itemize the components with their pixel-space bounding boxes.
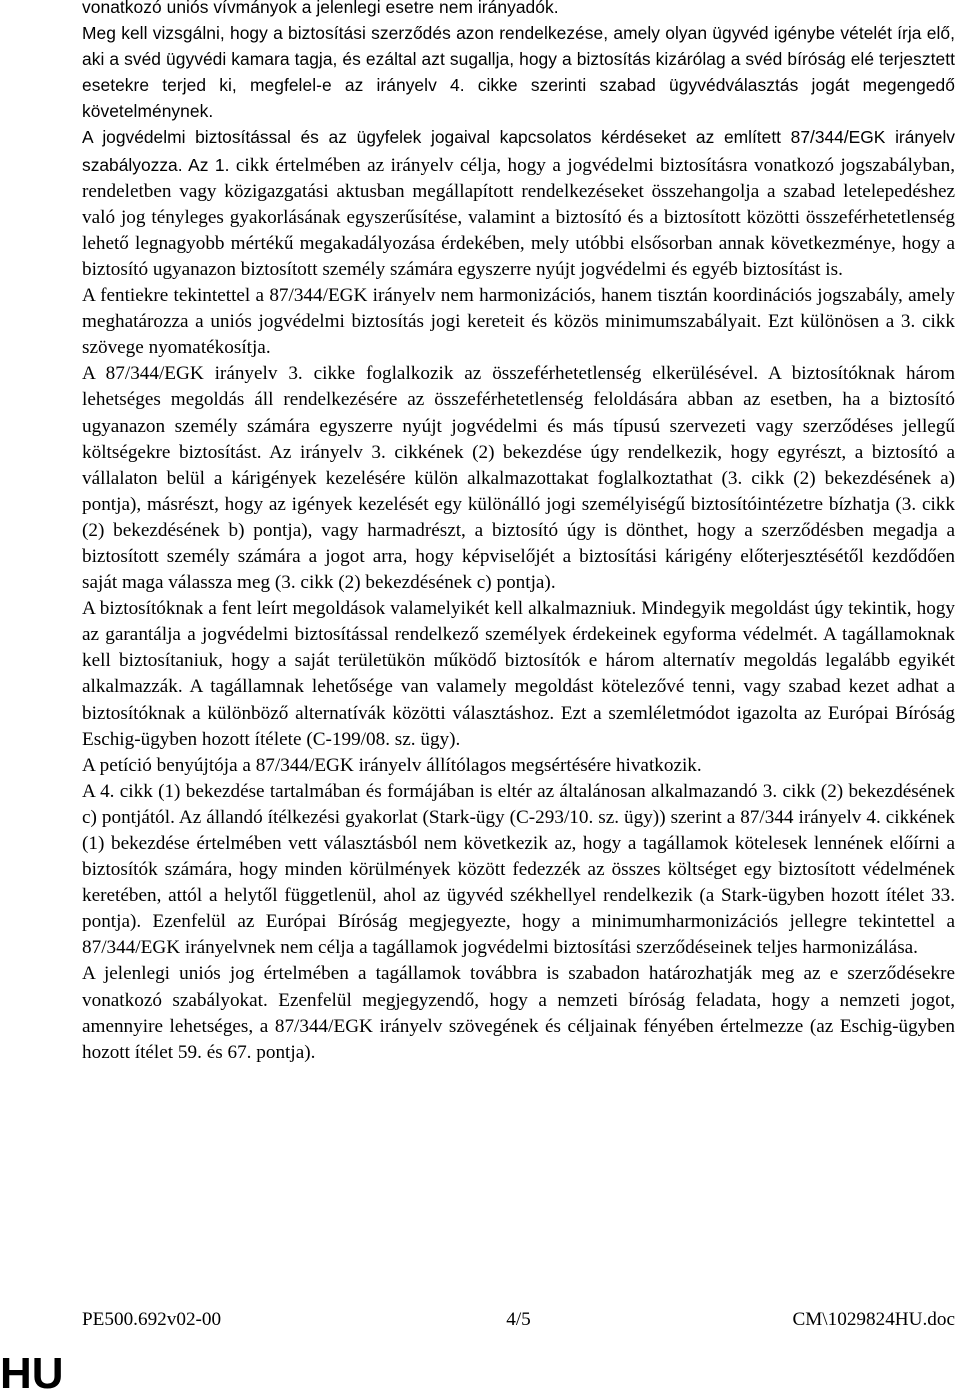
body-text [82,0,955,1066]
paragraph-5: A 87/344/EGK irányelv 3. cikke foglalkozik az összeférhetetlenség elkerülésével. A biztosítóknak három lehetséges megoldás áll rendelkezésére az összeférhetetlenség feloldására abban az esetben, ha a biztosító ugyanazon személy számára egyszerre nyújt jogvédelmi és más típusú szervezeti vagy szerződéses jellegű költségekre biztosítást. Az irányelv 3. cikkének (2) bekezdése úgy rendelkezik, hogy egyrészt, a biztosító a vállalaton belül a kárigények kezelésére külön alkalmazottakat foglalkoztathat (3. cikk (2) bekezdésének a) pontja), másrészt, hogy az igények kezelését egy különálló jogi személyiségű biztosítóintézetre bízhatja (3. cikk (2) bekezdésének b) pontja), vagy harmadrészt, a biztosító úgy is dönthet, hogy a szerződésben megadja a biztosított személy számára a jogot arra, hogy képviselőjét a biztosítási kárigény előterjesztésétől kezdődően saját maga válassza meg (3. cikk (2) bekezdésének c) pontja). [82,363,955,594]
paragraph-1: vonatkozó uniós vívmányok a jelenlegi esetre nem irányadók. [82,0,559,17]
footer-document-name: CM\1029824HU.doc [792,1309,955,1330]
footer-page-number: 4/5 [506,1309,531,1330]
page-footer [82,1307,955,1333]
paragraph-3-serif-part: cikk értelmében az irányelv célja, hogy a jogvédelmi biztosításra vonatkozó jogszabályban, rendeletben vagy közigazgatási aktusban megállapított rendelkezéseket összehangolja a szabad letelepedéshez való jog tényleges gyakorlásának egyszerűsítése, valamint a biztosító és a biztosított közötti összeférhetetlenség lehető legnagyobb mértékű megakadályozása érdekében, mely utóbbi elsősorban annak következménye, hogy a biztosító ugyanazon biztosított személy számára egyszerre nyújt jogvédelmi és egyéb biztosítást is. [82,154,955,280]
paragraph-2: Meg kell vizsgálni, hogy a biztosítási szerződés azon rendelkezése, amely olyan ügyvéd igénybe vételét írja elő, aki a svéd ügyvédi kamara tagja, és ezáltal azt sugallja, hogy a biztosítás kizárólag a svéd bíróság elé terjesztett esetekre terjed ki, megfelel-e az irányelv 4. cikke szerinti szabad ügyvédválasztás jogát megengedő követelménynek. [82,23,955,122]
paragraph-9: A jelenlegi uniós jog értelmében a tagállamok továbbra is szabadon határozhatják meg az e szerződésekre vonatkozó szabályokat. Ezenfelül megjegyzendő, hogy a nemzeti bíróság feladata, hogy a nemzeti jogot, amennyire lehetséges, a 87/344/EGK irányelv szövegének és céljainak fényében értelmezze (az Eschig-ügyben hozott ítélet 59. és 67. pontja). [82,963,955,1063]
language-code: HU [0,1349,64,1398]
paragraph-6: A biztosítóknak a fent leírt megoldások valamelyikét kell alkalmazniuk. Mindegyik megoldást úgy tekintik, hogy az garantálja a jogvédelmi biztosítással rendelkező személyek érdekeinek egyforma védelmét. A tagállamoknak kell biztosítaniuk, hogy a saját területükön működő biztosítók e három alternatív megoldás legalább egyikét alkalmazzák. A tagállamnak lehetősége van valamely megoldást kötelezővé tenni, vagy szabad kezet adhat a biztosítóknak a különböző alternatívák közötti választáshoz. Ezt a szemléletmódot igazolta az Európai Bíróság Eschig-ügyben hozott ítélete (C-199/08. sz. ügy). [82,598,955,750]
paragraph-3 [82,124,955,283]
paragraph-7: A petíció benyújtója a 87/344/EGK irányelv állítólagos megsértésére hivatkozik. [82,754,702,776]
paragraph-4: A fentiekre tekintettel a 87/344/EGK irányelv nem harmonizációs, hanem tisztán koordinációs jogszabály, amely meghatározza a uniós jogvédelmi biztosítás jogi kereteit és közös minimumszabályait. Ezt különösen a 3. cikk szövege nyomatékosítja. [82,285,955,359]
paragraph-3-sans-part: A jogvédelmi biztosítással és az ügyfelek jogaival kapcsolatos kérdéseket az említett 87/344/EGK irányelv szabályozza. Az 1. [82,127,955,175]
paragraph-8: A 4. cikk (1) bekezdése tartalmában és formájában is eltér az általánosan alkalmazandó 3. cikk (2) bekezdésének c) pontjától. Az állandó ítélkezési gyakorlat (Stark-ügy (C-293/10. sz. ügy)) szerint a 87/344 irányelv 4. cikkének (1) bekezdése értelmében vett választásból nem következik az, hogy a tagállamok kötelesek lennének előírni a biztosítók számára, hogy minden körülmények között fedezzék az összes költséget egy biztosított védelmének keretében, attól a helytől függetlenül, ahol az ügyvéd székhellyel rendelkezik (a Stark-ügyben hozott ítélet 33. pontja). Ezenfelül az Európai Bíróság megjegyezte, hogy a minimumharmonizációs jellegre tekintettel a 87/344/EGK irányelvnek nem célja a tagállamok jogvédelmi biztosítási szerződéseinek teljes harmonizálása. [82,780,955,959]
footer-reference: PE500.692v02-00 [82,1309,222,1330]
